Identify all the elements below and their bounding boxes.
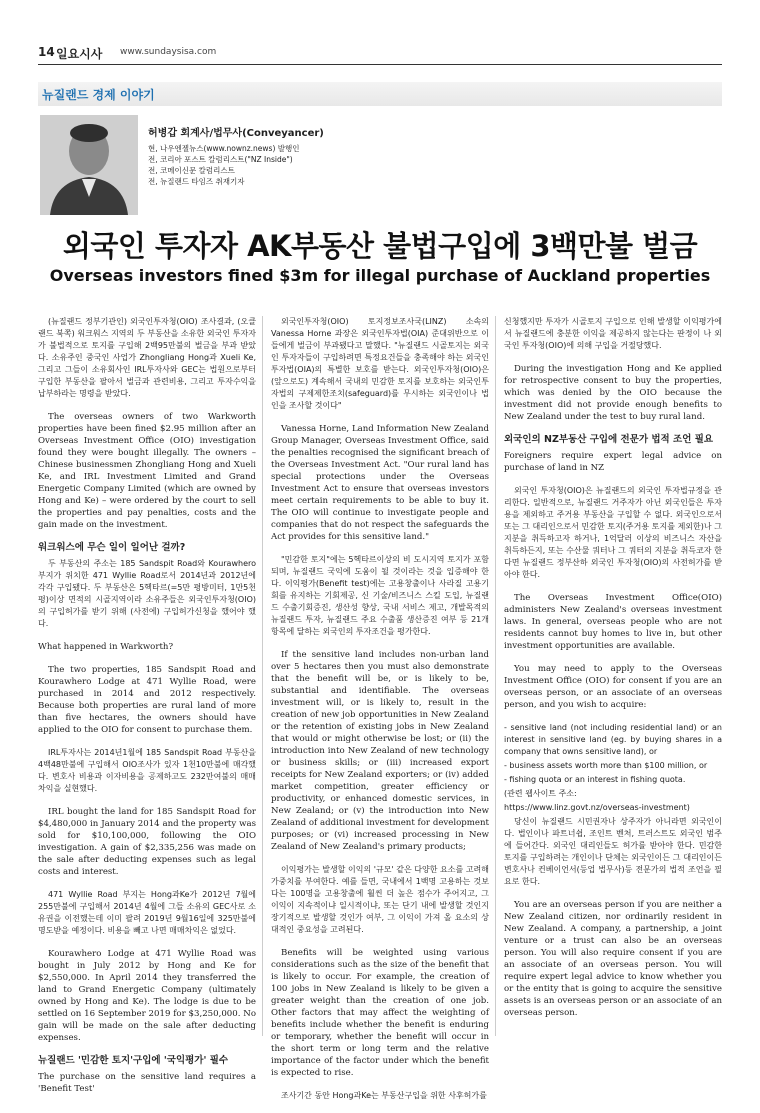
author-credential: 전, 뉴질랜드 타임즈 취재기자 xyxy=(148,177,245,186)
column-divider xyxy=(495,316,496,1036)
paragraph: IRL투자사는 2014년1월에 185 Sandspit Road 부동산을 4백48만불에 구입해서 OIO조사가 있자 1천10만불에 매각했다. 변호사 비용과 이자비용을 공제하고도 232만여불의 매매차익을 실현했다. xyxy=(38,748,256,793)
page-number: 14 xyxy=(38,45,55,59)
paragraph: During the investigation Hong and Ke applied for retrospective consent to buy the properties, which was denied by the OIO because the investment did not provide enough benefits to New Zealand under the test to buy rural land. xyxy=(504,364,722,422)
author-credential: 현, 나우엔젤뉴스(www.nownz.news) 발행인 xyxy=(148,144,300,153)
publication-name: 일요시사 xyxy=(56,47,103,61)
list-item: https://www.linz.govt.nz/overseas-investment) xyxy=(504,803,690,812)
article-column-3 xyxy=(504,316,722,1030)
paragraph: Vanessa Horne, Land Information New Zealand Group Manager, Overseas Investment Office, said the penalties recognised the significant breach of the Overseas Investment Act. "Our rural land has special protections under the Overseas Investment Act to ensure that overseas investors meet certain requirements to be able to buy it. The OIO will continue to investigate people and companies that do not respect the safeguards the Act provides for this sensitive land." xyxy=(271,424,489,542)
author-name: 허병갑 회계사/법무사(Conveyancer) xyxy=(148,128,324,139)
paragraph: 두 부동산의 주소는 185 Sandspit Road와 Kourawhero 부지가 위치한 471 Wyllie Road로서 2014년과 2012년에 각각 구입됐다. 두 부동산은 5헥타르(=5만 평방미터, 1만5천평)이상 면적의 시골지역이라 소유주들은 외국인투자청(OIO) 의 구입허가를 받기 위해 (사전에) 구입허가신청을 했어야 했다. xyxy=(38,559,256,628)
paragraph: You are an overseas person if you are neither a New Zealand citizen, nor ordinarily resident in New Zealand. A company, a partnership, a joint venture or a trust can also be an overseas person. You will also require consent if you are an associate of an overseas person. You will require expert legal advice to know whether you or the entity that is going to acquire the sensitive assets is an overseas person or an associate of an overseas person. xyxy=(504,900,722,1018)
paragraph: 외국인 투자청(OIO)은 뉴질랜드의 외국인 투자법규정을 관리한다. 일반적으로, 뉴질랜드 거주자가 아닌 외국인들은 투자용을 제외하고 주거용 부동산을 구입할 수 없다. 외국인으로서 또는 그 대리인으로서 민감한 토지(주거용 토지를 제외한)나 그 지분을 취득하고자 하거나, 1억달러 이상의 비즈니스 자산을 취득하든지, 또는 수산물 쿼터나 그 쿼터의 지분을 취득코자 한다면 뉴질랜드 정부산하 외국인 투자청(OIO)의 사전허가를 받아야 한다. xyxy=(504,486,722,579)
column-divider xyxy=(262,316,263,1036)
subheading: 뉴질랜드 '민감한 토지'구입에 '국익평가' 필수 xyxy=(38,1055,229,1066)
list-item: - sensitive land (not including residential land) or an interest in sensitive land (eg. by buying shares in a company that owns sensitive land), or xyxy=(504,723,722,756)
section-title: 뉴질랜드 경제 이야기 xyxy=(42,88,155,102)
paragraph: 신청했지만 투자가 시골토지 구입으로 인해 발생할 이익평가에서 뉴질랜드에 충분한 이익을 제공하지 않는다는 판정이 나 외국인 투자청(OIO)에 의해 구입을 거절당했다. xyxy=(504,317,722,350)
subheading: 워크워스에 무슨 일이 일어난 걸까? xyxy=(38,542,186,553)
subheading: 외국인의 NZ부동산 구입에 전문가 법적 조언 필요 xyxy=(504,434,714,445)
paragraph: The two properties, 185 Sandspit Road and Kourawhero Lodge at 471 Wyllie Road, were purchased in 2014 and 2012 respectively. Because both properties are rural land of more than five hectares, the owners should have applied to the OIO for consent to purchase them. xyxy=(38,665,256,735)
author-credential: 전, 코리아 포스트 칼럼리스트("NZ Inside") xyxy=(148,155,293,164)
article-column-1 xyxy=(38,316,256,1106)
paragraph: What happened in Warkworth? xyxy=(38,642,174,652)
paragraph: 조사기간 동안 Hong과Ke는 부동산구입을 위한 사후허가를 xyxy=(281,1091,487,1100)
paragraph: The purchase on the sensitive land requires a 'Benefit Test' xyxy=(38,1072,256,1094)
paragraph: Benefits will be weighted using various considerations such as the size of the benefit that is likely to occur. For example, the creation of 100 jobs in New Zealand is likely to be given a greater weight than the creation of one job. Other factors that may affect the weighting of benefits include whether the benefit is enduring or temporary, whether the benefit will occur in the short term or long term and the relative importance of the factor under which the benefit is expected to rise. xyxy=(271,948,489,1078)
headline-korean: 외국인 투자자 AK부동산 불법구입에 3백만불 벌금 xyxy=(62,229,698,263)
author-portrait-image xyxy=(40,115,138,215)
paragraph: 이익평가는 발생할 이익의 '규모' 같은 다양한 요소를 고려해 가중치를 부여한다. 예를 들면, 국내에서 1백명 고용하는 것보다는 100명을 고용창출에 훨씬 더 높은 점수가 주어지고, 그 이익이 지속적이냐 일시적이냐, 또는 단기 내에 발생할 것인지 장기적으로 발생할 것인가 여부, 그 이익이 가져 올 요소의 상대적인 중요성을 고려된다. xyxy=(271,865,489,934)
paragraph: The Overseas Investment Office(OIO) administers New Zealand's overseas investment laws. In general, overseas people who are not residents cannot buy homes to live in, but other investment opportunities are available. xyxy=(504,593,722,651)
paragraph: 외국인투자청(OIO) 토지정보조사국(LINZ) 소속의 Vanessa Horne 과장은 외국인투자법(OIA) 준대위반으로 이들에게 벌금이 부과됐다고 말했다. "뉴질랜드 시골토지는 외국인 투자자들이 구입하려면 특정요건들을 충족해야 하는 외국인투자법(OIA)의 특별한 보호를 받는다. 외국인투자청(OIO)은 (앞으로도) 계속해서 국내의 민감한 토지를 보호하는 외국인투자법의 구제제한조치(safeguard)를 무시하는 외국인이나 법인을 조사할 것이다" xyxy=(271,317,489,410)
paragraph: (뉴질랜드 정부기관인) 외국인투자청(OIO) 조사결과, (오클랜드 북쪽) 워크워스 지역의 두 부동산을 소유한 외국인 투자자가 불법적으로 토지를 구입해 2백95만불의 벌금을 부과 받았다. 소유주인 중국인 사업가 Zhongliang Hong과 Xueli Ke, 그리고 그들이 소유회사인 IRL투자사와 GEC는 법원으로부터 구입한 부동산을 팔아서 벌금과 관련비용, 그리고 투자수익을 납부하라는 명령을 받았다. xyxy=(38,317,256,398)
publication-url[interactable]: www.sundaysisa.com xyxy=(120,47,217,57)
list-item: (관련 웹사이트 주소: xyxy=(504,789,577,798)
headline-english: Overseas investors fined $3m for illegal purchase of Auckland properties xyxy=(49,266,711,285)
paragraph: The overseas owners of two Warkworth properties have been fined $2.95 million after an Overseas Investment Office (OIO) investigation found they were bought illegally. The owners – Chinese businessmen Zhongliang Hong and Xueli Ke, and IRL Investment Limited and Grand Energetic Company Limited (which are owned by Hong and Ke) – were ordered by the court to sell the properties and pay penalties, costs and the gain made on the investment. xyxy=(38,412,256,530)
paragraph: "민감한 토지"에는 5헥타르이상의 비 도시지역 토지가 포함되며, 뉴질랜드 국익에 도움이 될 것이라는 것을 입증해야 한다. 이익평가(Benefit test)에는 고용창출이나 사라질 고용기회를 유지하는 기회제공, 신 기술/비즈니스 스킬 도입, 뉴질랜드 수출기회증진, 생산성 향상, 국내 서비스 제고, 개발목적의 뉴질랜드 투자, 뉴질랜드 주요 수출품 생산증진 여부 등 21개 항목에 달하는 외국인의 투자조건을 평가한다. xyxy=(271,555,489,636)
section-banner xyxy=(38,82,722,106)
paragraph: Kourawhero Lodge at 471 Wyllie Road was bought in July 2012 by Hong and Ke for $2,550,000. In April 2014 they transferred the land to Grand Energetic Company (ultimately owned by Hong and Ke). The lodge is due to be settled on 16 September 2019 for $3,250,000. No gain will be made on the sale after deducting expenses. xyxy=(38,949,256,1043)
author-credential: 전, 코메이신문 칼럼리스트 xyxy=(148,166,235,175)
paragraph: IRL bought the land for 185 Sandspit Road for $4,480,000 in January 2014 and the property was sold for $10,100,000, following the OIO investigation. A gain of $2,335,256 was made on the sale after deducting expenses such as legal costs and interest. xyxy=(38,807,256,877)
paragraph: If the sensitive land includes non-urban land over 5 hectares then you must also demonstrate that the benefit will be, or is likely to be, substantial and identifiable. The overseas investment will, or is likely to, result in the creation of new job opportunities in New Zealand or the retention of existing jobs in New Zealand that would or might otherwise be lost; or (ii) the introduction into New Zealand of new technology or business skills; or (iii) increased export receipts for New Zealand exporters; or (iv) added market competition, greater efficiency or productivity, or enhanced domestic services, in New Zealand; or (v) the introduction into New Zealand of additional investment for development purposes; or (vi) increased processing in New Zealand of New Zealand's primary products; xyxy=(271,650,489,852)
paragraph: 당신이 뉴질랜드 시민권자나 상주자가 아니라면 외국인이다. 법인이나 파트너쉽, 조인트 벤처, 트러스트도 외국인 범주에 들어간다. 외국인 대리인들도 허가를 받아야 한다. 민감한 토지를 구입하려는 개인이나 단체는 외국인이든 그 대리인이든 변호사나 컨베이언서(등업 법무사)등 전문가의 법적 조언을 필요로 한다. xyxy=(504,817,722,886)
page-header xyxy=(38,44,722,65)
author-photo xyxy=(40,115,138,215)
list-item: - business assets worth more than $100 million, or xyxy=(504,761,708,770)
paragraph: 471 Wyllie Road 부지는 Hong과Ke가 2012년 7월에 255만불에 구입해서 2014년 4월에 그들 소유의 GEC사로 소유권을 이전했는데 이미 팔려 2019년 9월16일에 325만불에 명도받을 예정이다. 비용을 빼고 나면 매매차익은 없었다. xyxy=(38,890,256,935)
author-byline xyxy=(148,124,388,187)
article-column-2 xyxy=(271,316,489,1113)
paragraph: Foreigners require expert legal advice on purchase of land in NZ xyxy=(504,451,722,473)
list-item: - fishing quota or an interest in fishing quota. xyxy=(504,775,686,784)
paragraph: You may need to apply to the Overseas Investment Office (OIO) for consent if you are an overseas person, or an associate of an overseas person, and you wish to acquire: xyxy=(504,664,722,710)
